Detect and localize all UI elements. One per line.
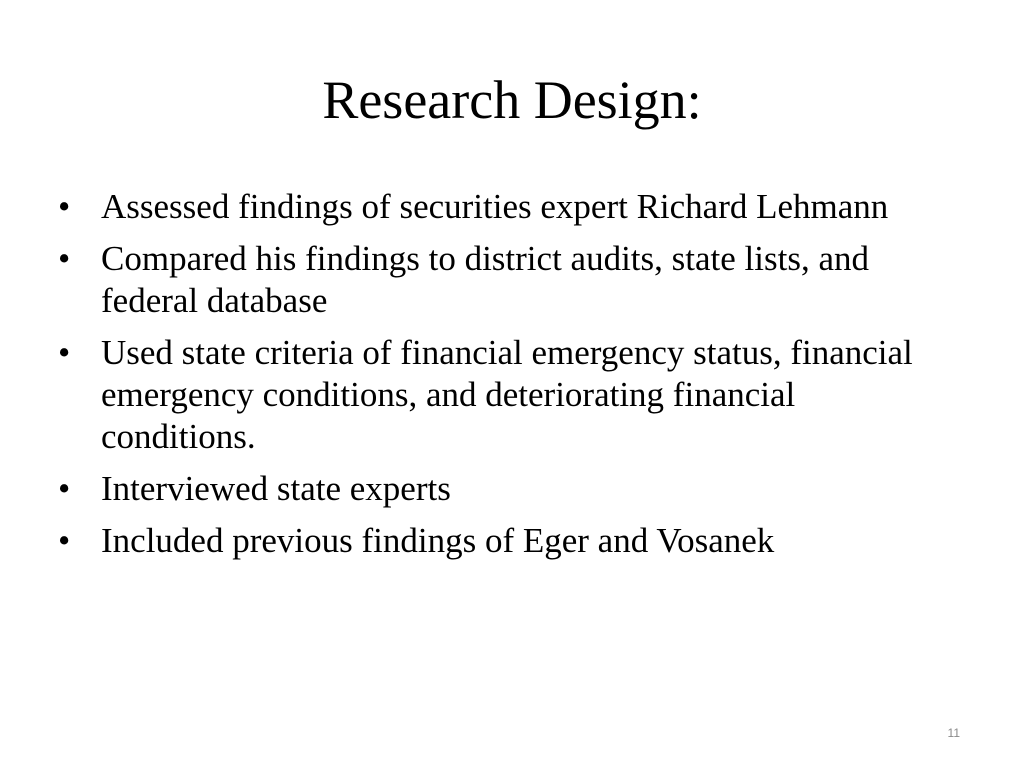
bullet-item-3 <box>58 332 958 458</box>
bullet-item-5 <box>58 520 958 562</box>
bullet-text: Interviewed state experts <box>101 469 451 508</box>
bullet-item-2 <box>58 238 958 322</box>
bullet-item-1 <box>58 186 958 228</box>
bullet-marker: • <box>58 187 71 226</box>
bullet-marker: • <box>58 521 71 560</box>
slide-number: 11 <box>947 726 960 740</box>
bullet-text: Used state criteria of financial emergency status, financial emergency conditions, and deteriorating financial conditions. <box>101 333 913 456</box>
bullet-list <box>58 186 958 572</box>
bullet-text: Compared his findings to district audits, state lists, and federal database <box>101 239 869 320</box>
bullet-marker: • <box>58 239 71 278</box>
bullet-marker: • <box>58 469 71 508</box>
bullet-item-4 <box>58 468 958 510</box>
bullet-text: Assessed findings of securities expert Richard Lehmann <box>101 187 889 226</box>
bullet-marker: • <box>58 333 71 372</box>
bullet-text: Included previous findings of Eger and Vosanek <box>101 521 775 560</box>
slide-title: Research Design: <box>322 70 702 130</box>
